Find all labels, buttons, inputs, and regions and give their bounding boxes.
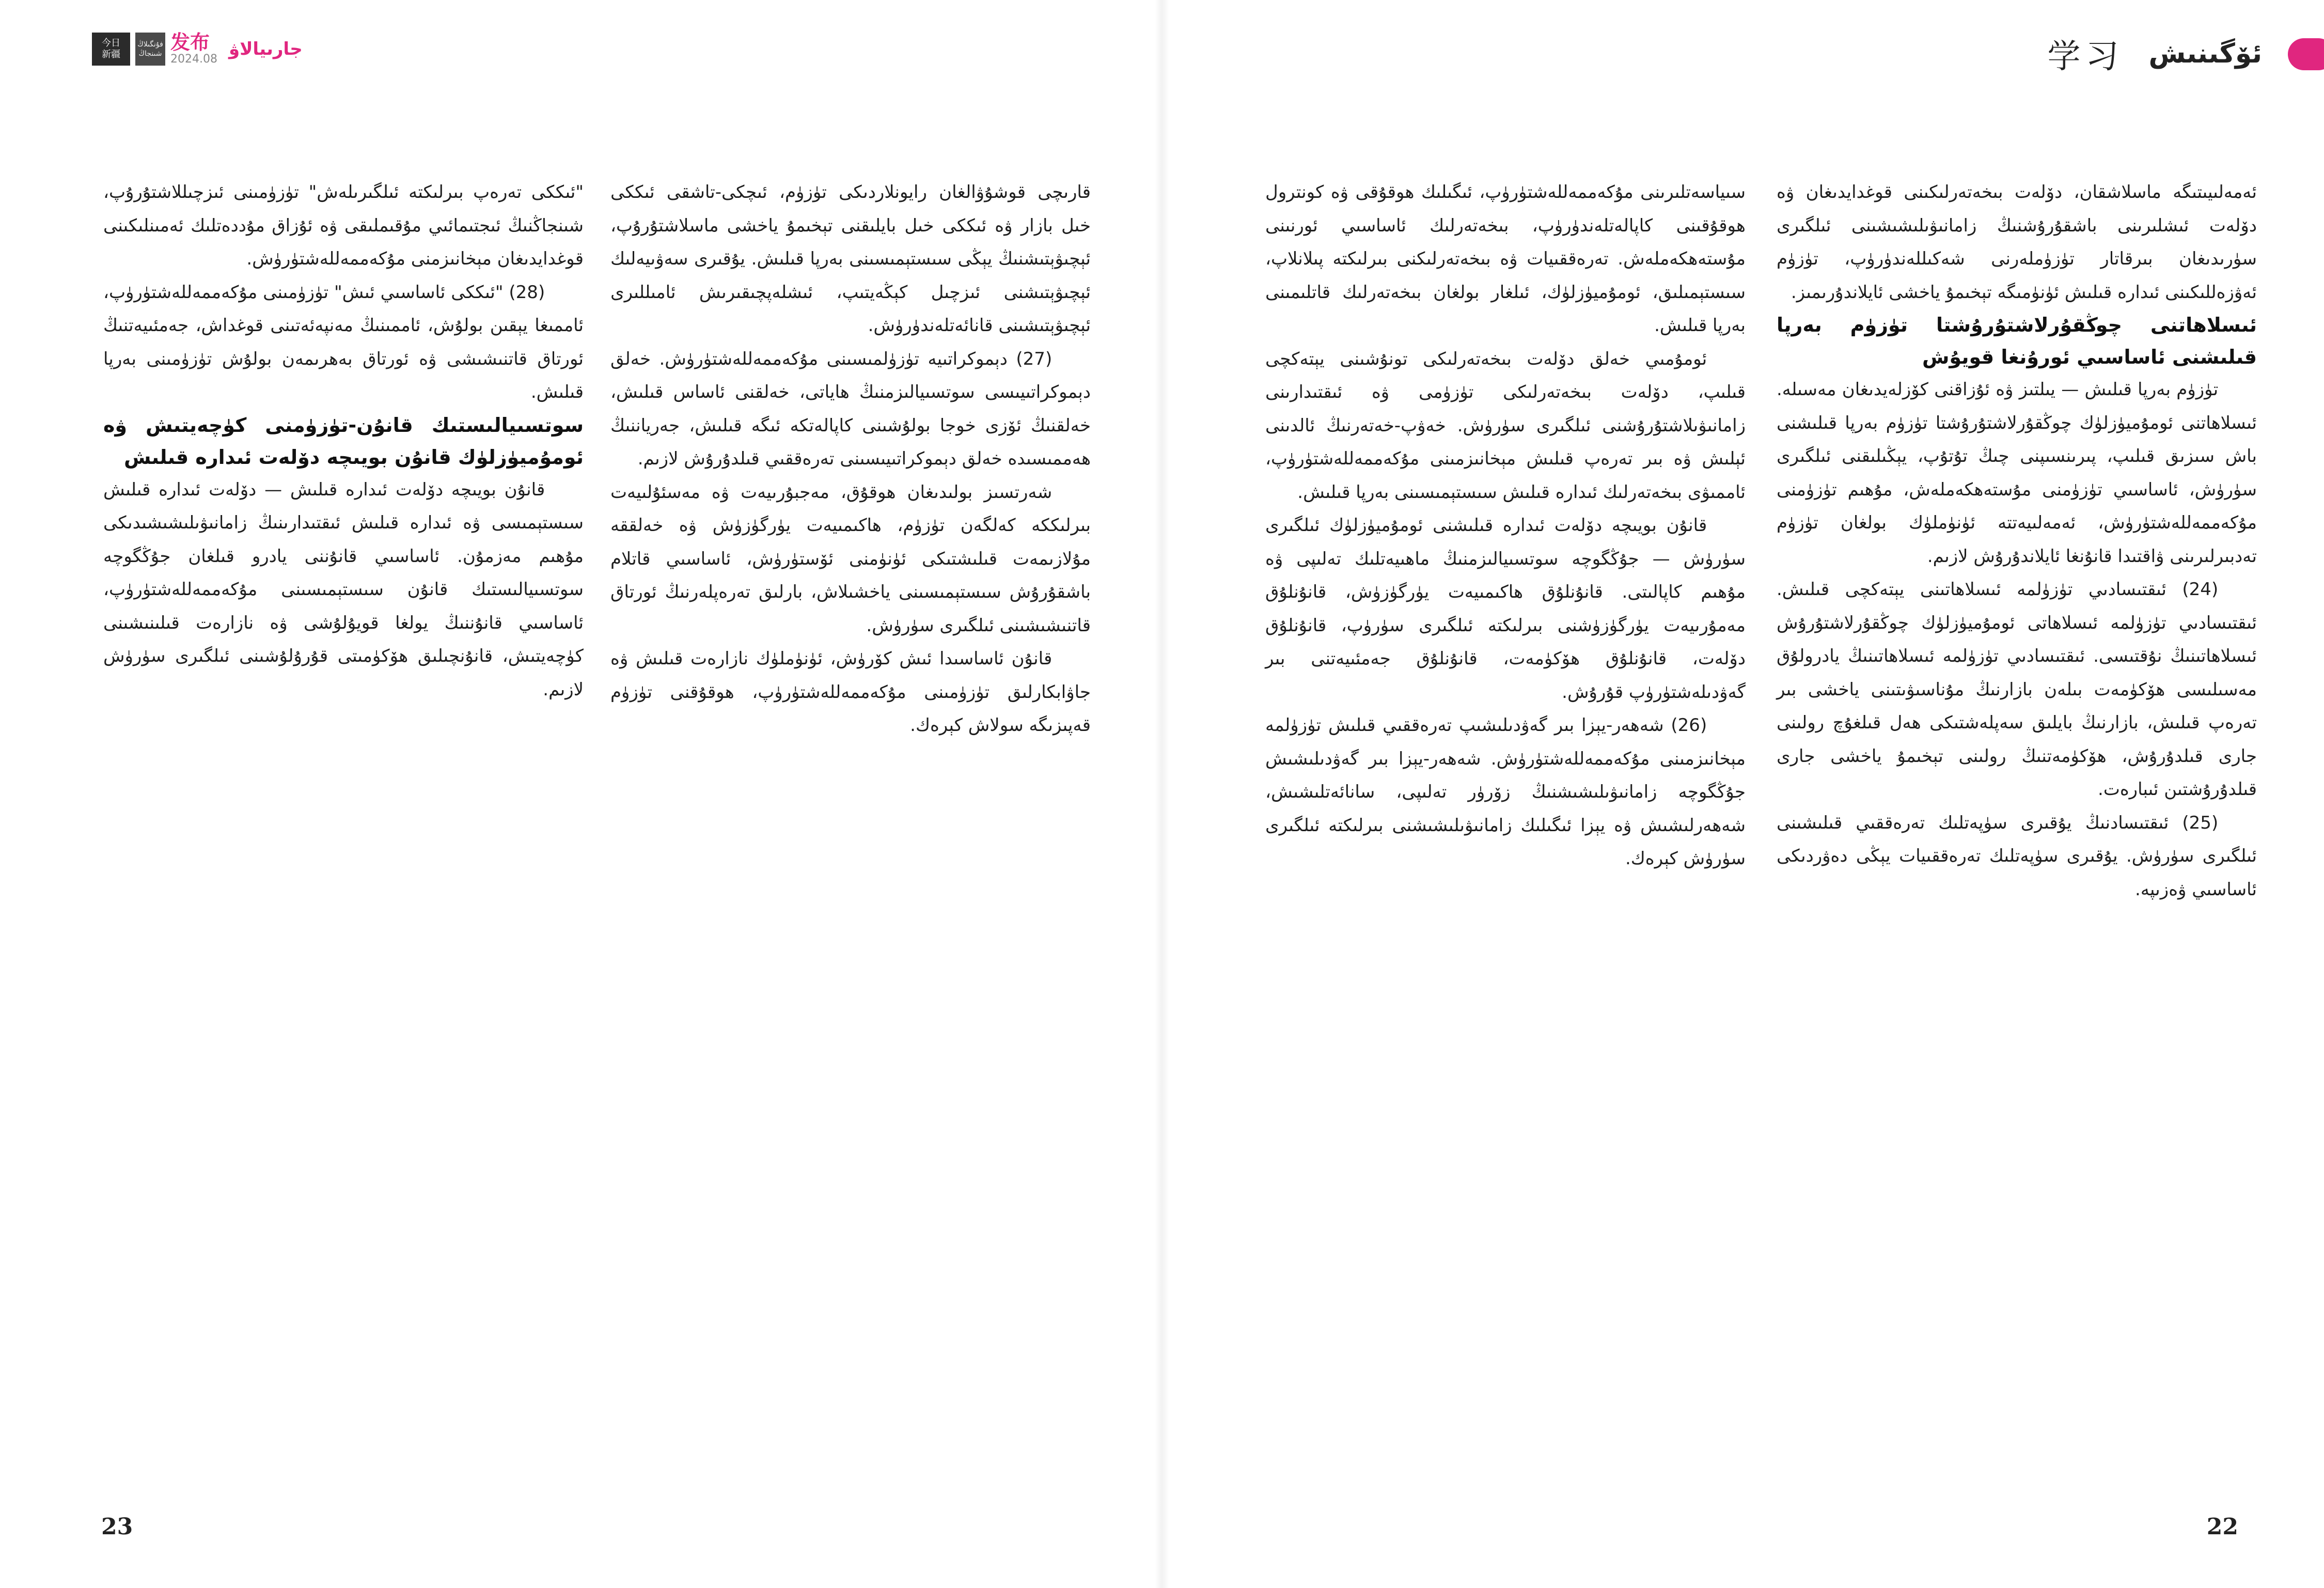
- logo-side-bottom-text: شىنجاڭ: [138, 50, 162, 58]
- body-paragraph: ئومۇمىي خەلق دۆلەت بىخەتەرلىكى تونۇشىنى يېتەكچى قىلىپ، دۆلەت بىخەتەرلىكى تۈزۈمى ۋە ئىقتىدارىنى زامانىۋىلاشتۇرۇشنى ئىلگىرى سۈرۈش. خەۋپ-خەتەرنىڭ ئالدىنى ئېلىش ۋە بىر تەرەپ قىلىش مېخانىزمىنى مۇكەممەللەشتۈرۈپ، ئاممىۋى بىخەتەرلىك ئىدارە قىلىش سىستېمىسىنى بەرپا قىلىش.: [1265, 348, 1746, 503]
- column-left-page-right: [610, 176, 1091, 742]
- logo-side-top-text: فۇنگىلاڭ: [137, 40, 163, 49]
- body-paragraph: (24) ئىقتىسادىي تۈزۈلمە ئىسلاھاتىنى يېتەكچى قىلىش. ئىقتىسادىي تۈزۈلمە ئىسلاھاتى ئومۇميۈزلۈك چوڭقۇرلاشتۇرۇش ئىسلاھاتىنىڭ نۇقتىسى. ئىقتىسادىي تۈزۈلمە ئىسلاھاتىنىڭ يادرولۇق مەسىلىسى ھۆكۈمەت بىلەن بازارنىڭ مۇناسىۋىتىنى ياخشى بىر تەرەپ قىلىش، بازارنىڭ بايلىق سەپلەشتىكى ھەل قىلغۇچ رولىنى جارى قىلدۇرۇش، ھۆكۈمەتنىڭ رولىنى تېخىمۇ ياخشى جارى قىلدۇرۇشتىن ئىبارەت.: [1777, 579, 2257, 800]
- logo-text-block: [170, 32, 217, 66]
- body-paragraph: ئەمەلىيىتىگە ماسلاشقان، دۆلەت بىخەتەرلىكىنى قوغدايدىغان ۋە دۆلەت ئىشلىرىنى باشقۇرۇشنىڭ زامانىۋىلىشىشىنى ئىلگىرى سۈرىدىغان بىرقاتار تۈزۈملەرنى شەكىللەندۈرۈپ، تۈزۈم ئەۋزەللىكىنى ئىدارە قىلىش ئۈنۈمىگە تېخىمۇ ياخشى ئايلاندۇرىمىز.: [1777, 182, 2257, 303]
- page-number-left: 23: [101, 1514, 133, 1540]
- body-paragraph: (28) "ئىككى ئاساسىي ئىش" تۈزۈمىنى مۇكەممەللەشتۈرۈپ، ئاممىغا يېقىن بولۇش، ئاممىنىڭ مەنپەئەتىنى قوغداش، جەمئىيەتنىڭ ئورتاق قاتنىشىشى ۋە ئورتاق بەھرىمەن بولۇش تۈزۈمىنى بەرپا قىلىش.: [103, 282, 584, 402]
- logo-side-mark: [135, 33, 165, 66]
- page-number-right: 22: [2206, 1514, 2238, 1540]
- issue-date: 2024.08: [170, 53, 217, 66]
- logo-top-text: 今日: [102, 38, 120, 49]
- column-left-page-left: [103, 176, 584, 706]
- body-paragraph: قانۇن بويىچە دۆلەت ئىدارە قىلىشنى ئومۇميۈزلۈك ئىلگىرى سۈرۈش — جۇڭگوچە سوتسىيالىزمنىڭ ماھىيەتلىك تەلىپى ۋە مۇھىم كاپالىتى. قانۇنلۇق ھاكىمىيەت يۈرگۈزۈش، قانۇنلۇق مەمۇرىيەت يۈرگۈزۈشنى بىرلىكتە ئىلگىرى سۈرۈپ، قانۇنلۇق دۆلەت، قانۇنلۇق ھۆكۈمەت، قانۇنلۇق جەمئىيەتنى بىر گەۋدىلەشتۈرۈپ قۇرۇش.: [1265, 515, 1746, 703]
- column-right-page-right: [1777, 176, 2257, 906]
- magazine-logo: [92, 32, 303, 66]
- body-paragraph: (27) دېموكراتىيە تۈزۈلمىسىنى مۇكەممەللەشتۈرۈش. خەلق دېموكراتىيىسى سوتسىيالىزمنىڭ ھاياتى، خەلقنى ئاساس قىلىش، خەلقنىڭ ئۆزى خوجا بولۇشىنى كاپالەتكە ئىگە قىلىش، جەرياننىڭ ھەممىسىدە خەلق دېموكراتىيىسىنى تەرەققىي قىلدۇرۇش لازىم.: [610, 348, 1091, 469]
- page-gutter: [1155, 0, 1169, 1588]
- body-paragraph: قارىچى قوشۇۋالغان رايونلاردىكى تۈزۈم، ئىچكى-تاشقى ئىككى خىل بازار ۋە ئىككى خىل بايلىقنى تېخىمۇ ياخشى ماسلاشتۇرۇپ، ئېچىۋېتىشنىڭ يېڭى سىستېمىسىنى بەرپا قىلىش. يۇقىرى سەۋىيەلىك ئېچىۋېتىشنى ئىزچىل كېڭەيتىپ، ئىشلەپچىقىرىش ئامىللىرى ئېچىۋېتىشىنى قانائەتلەندۈرۈش.: [610, 182, 1091, 336]
- body-paragraph: (26) شەھەر-يېزا بىر گەۋدىلىشىپ تەرەققىي قىلىش تۈزۈلمە مېخانىزمىنى مۇكەممەللەشتۈرۈش. شەھەر-يېزا بىر گەۋدىلىشىش جۇڭگوچە زامانىۋىلىشىشنىڭ زۆرۈر تەلىپى، سانائەتلىشىش، شەھەرلىشىش ۋە يېزا ئىگىلىك زامانىۋىلىشىشنى بىرلىكتە ئىلگىرى سۈرۈش كېرەك.: [1265, 715, 1746, 869]
- section-heading: سوتسىيالىستىك قانۇن-تۈزۈمنى كۈچەيتىش ۋە ئومۇميۈزلۈك قانۇن بويىچە دۆلەت ئىدارە قىلىش: [103, 413, 584, 469]
- column-right-page-left: [1265, 176, 1746, 876]
- section-title-uyghur: ئۆگىنىش: [2148, 38, 2262, 69]
- body-paragraph: قانۇن ئاساسىدا ئىش كۆرۈش، ئۈنۈملۈك نازارەت قىلىش ۋە جاۋابكارلىق تۈزۈمىنى مۇكەممەللەشتۈرۈپ، ھوقۇقنى تۈزۈم قەپىزىگە سولاش كېرەك.: [610, 648, 1091, 736]
- logo-bottom-text: 新疆: [102, 49, 120, 60]
- body-paragraph: (25) ئىقتىسادنىڭ يۇقىرى سۈپەتلىك تەرەققىي قىلىشىنى ئىلگىرى سۈرۈش. يۇقىرى سۈپەتلىك تەرەققىيات يېڭى دەۋردىكى ئاساسىي ۋەزىپە.: [1777, 812, 2257, 900]
- logo-brand: 发布: [170, 31, 210, 54]
- logo-mark: [92, 33, 130, 66]
- section-label-uyghur: جارىيالاۋ: [228, 39, 303, 59]
- body-paragraph: سىياسەتلىرىنى مۇكەممەللەشتۈرۈپ، ئىگىلىك ھوقۇقى ۋە كونترول ھوقۇقىنى كاپالەتلەندۈرۈپ، بىخەتەرلىك ئاساسىي ئورنىنى مۇستەھكەملەش. تەرەققىيات ۋە بىخەتەرلىكنى بىرلىكتە پىلانلاپ، سىستېمىلىق، ئومۇميۈزلۈك، ئىلغار بولغان بىخەتەرلىك قاتلىمىنى بەرپا قىلىش.: [1265, 182, 1746, 336]
- section-color-tab: [2288, 38, 2324, 70]
- section-heading: ئىسلاھاتنى چوڭقۇرلاشتۇرۇشتا تۈزۈم بەرپا قىلىشنى ئاساسىي ئورۇنغا قويۇش: [1777, 314, 2257, 368]
- body-paragraph: تۈزۈم بەرپا قىلىش — يىلتىز ۋە ئۇزاقنى كۆزلەيدىغان مەسىلە. ئىسلاھاتنى ئومۇميۈزلۈك چوڭقۇرلاشتۇرۇشتا تۈزۈم بەرپا قىلىشنى باش سىزىق قىلىپ، پىرىنسىپنى چىڭ تۇتۇپ، يېڭىلىقنى ئىلگىرى سۈرۈش، ئاساسىي تۈزۈمنى مۇستەھكەملەش، مۇھىم تۈزۈمنى مۇكەممەللەشتۈرۈش، ئەمەلىيەتتە ئۈنۈملۈك بولغان تۈزۈم تەدبىرلىرىنى ۋاقتىدا قانۇنغا ئايلاندۇرۇش لازىم.: [1777, 379, 2257, 567]
- body-paragraph: شەرتسىز بولىدىغان ھوقۇق، مەجبۇرىيەت ۋە مەسئۇلىيەت بىرلىككە كەلگەن تۈزۈم، ھاكىمىيەت يۈرگۈزۈش ۋە خەلققە مۇلازىمەت قىلىشتىكى ئۈنۈمنى ئۆستۈرۈش، ئاساسىي قاتلام باشقۇرۇش سىستېمىسىنى ياخشىلاش، بارلىق تەرەپلەرنىڭ ئورتاق قاتنىشىشىنى ئىلگىرى سۈرۈش.: [610, 481, 1091, 636]
- body-paragraph: قانۇن بويىچە دۆلەت ئىدارە قىلىش — دۆلەت ئىدارە قىلىش سىستېمىسى ۋە ئىدارە قىلىش ئىقتىدارىنىڭ زامانىۋىلىشىشىدىكى مۇھىم مەزمۇن. ئاساسىي قانۇننى يادرو قىلغان جۇڭگوچە سوتسىيالىستىك قانۇن سىستېمىسىنى مۇكەممەللەشتۈرۈپ، ئاساسىي قانۇننىڭ يولغا قويۇلۇشى ۋە نازارەت قىلىنىشىنى كۈچەيتىش، قانۇنچىلىق ھۆكۈمىتى قۇرۇلۇشىنى ئىلگىرى سۈرۈش لازىم.: [103, 479, 584, 700]
- section-header: [2047, 30, 2262, 77]
- section-title-chinese: 学习: [2047, 38, 2124, 76]
- body-paragraph: "ئىككى تەرەپ بىرلىكتە ئىلگىرىلەش" تۈزۈمىنى ئىزچىللاشتۇرۇپ، شىنجاڭنىڭ ئىجتىمائىي مۇقىملىقى ۋە ئۇزاق مۇددەتلىك ئەمىنلىكىنى قوغدايدىغان مېخانىزمنى مۇكەممەللەشتۈرۈش.: [103, 182, 584, 269]
